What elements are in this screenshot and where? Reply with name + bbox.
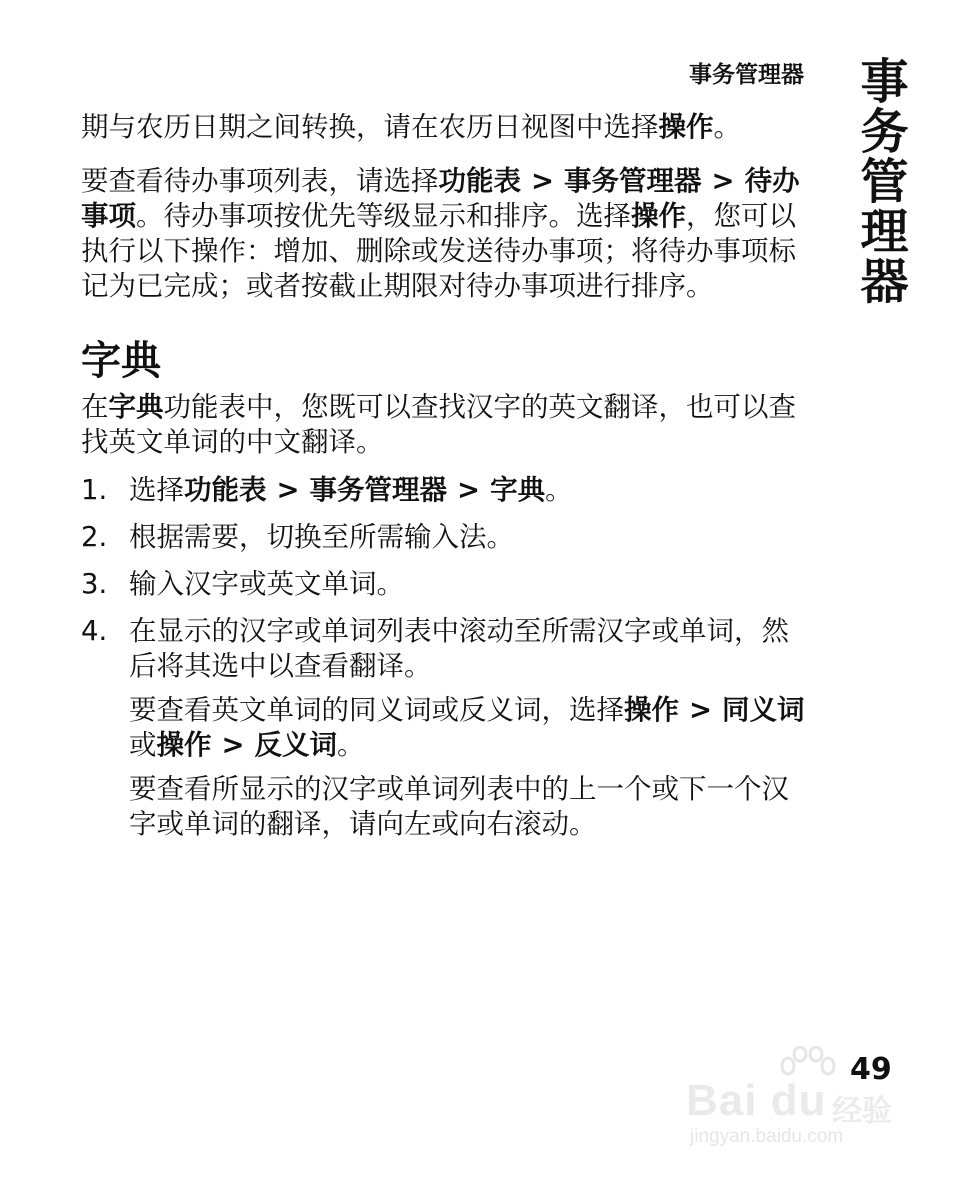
page-content	[81, 110, 811, 851]
menu-separator: >	[689, 694, 713, 726]
step-number: 2.	[81, 521, 108, 553]
menu-separator: >	[221, 729, 245, 761]
bold-term-options: 操作	[631, 200, 686, 232]
watermark-brand-latin: Bai du	[686, 1076, 827, 1125]
bold-term-organizer: 事务管理器	[309, 474, 448, 506]
step-text: 输入汉字或英文单词。	[129, 568, 404, 600]
step-number: 4.	[81, 615, 108, 647]
bold-term-dictionary: 字典	[490, 474, 546, 506]
running-header-title: 事务管理器	[689, 62, 804, 88]
list-item	[81, 520, 811, 555]
text-segment: 。	[545, 474, 573, 506]
bold-term-menu: 功能表	[184, 474, 267, 506]
text-segment: 期与农历日期之间转换，请在农历日视图中选择	[81, 111, 659, 143]
text-segment: 要查看待办事项列表，请选择	[81, 165, 439, 197]
step-text: 根据需要，切换至所需输入法。	[129, 521, 514, 553]
page-number: 49	[850, 1052, 892, 1087]
bold-term-todo: 待办事项	[81, 165, 800, 232]
watermark-brand-cn: 经验	[832, 1094, 892, 1129]
menu-separator: >	[457, 474, 481, 506]
menu-separator: >	[276, 474, 300, 506]
text-segment: 要查看英文单词的同义词或反义词，选择	[129, 694, 624, 726]
text-segment: 在	[81, 391, 109, 423]
paragraph-todo	[81, 164, 811, 304]
list-item	[81, 614, 811, 684]
baidu-watermark	[686, 1044, 906, 1154]
bold-term-options: 操作	[658, 111, 714, 143]
menu-separator: >	[711, 165, 735, 197]
step-number: 1.	[81, 474, 108, 506]
menu-separator: >	[531, 165, 555, 197]
bold-term-dictionary: 字典	[108, 391, 164, 423]
steps-list	[81, 473, 811, 684]
bold-term-options: 操作	[156, 729, 212, 761]
section-title-dictionary: 字典	[81, 338, 161, 384]
bold-term-organizer: 事务管理器	[564, 165, 702, 197]
bold-term-options: 操作	[624, 694, 679, 726]
text-segment: 或	[129, 729, 157, 761]
bold-term-antonyms: 反义词	[254, 729, 338, 761]
bold-term-menu: 功能表	[438, 165, 521, 197]
bold-term-synonyms: 同义词	[722, 694, 805, 726]
step-text: 在显示的汉字或单词列表中滚动至所需汉字或单词，然后将其选中以查看翻译。	[129, 615, 789, 682]
note-synonyms	[81, 693, 811, 763]
step-number: 3.	[81, 568, 108, 600]
paragraph-lunar-conversion	[81, 110, 811, 145]
side-tab-title: 事务管理器	[852, 56, 908, 306]
text-segment: 。	[337, 729, 365, 761]
text-segment: 功能表中，您既可以查找汉字的英文翻译，也可以查找英文单词的中文翻译。	[81, 391, 796, 458]
list-item	[81, 473, 811, 508]
text-segment: 选择	[129, 474, 184, 506]
list-item	[81, 567, 811, 602]
paragraph-dictionary-intro	[81, 390, 811, 460]
note-scroll: 要查看所显示的汉字或单词列表中的上一个或下一个汉字或单词的翻译，请向左或向右滚动。	[129, 773, 789, 840]
watermark-url: jingyan.baidu.com	[690, 1126, 844, 1147]
text-segment: 。待办事项按优先等级显示和排序。选择	[136, 200, 631, 232]
text-segment: ，您可以执行以下操作：增加、删除或发送待办事项；将待办事项标记为已完成；或者按截止期限对待办事项进行排序。	[81, 200, 796, 302]
text-segment: 。	[713, 111, 741, 143]
